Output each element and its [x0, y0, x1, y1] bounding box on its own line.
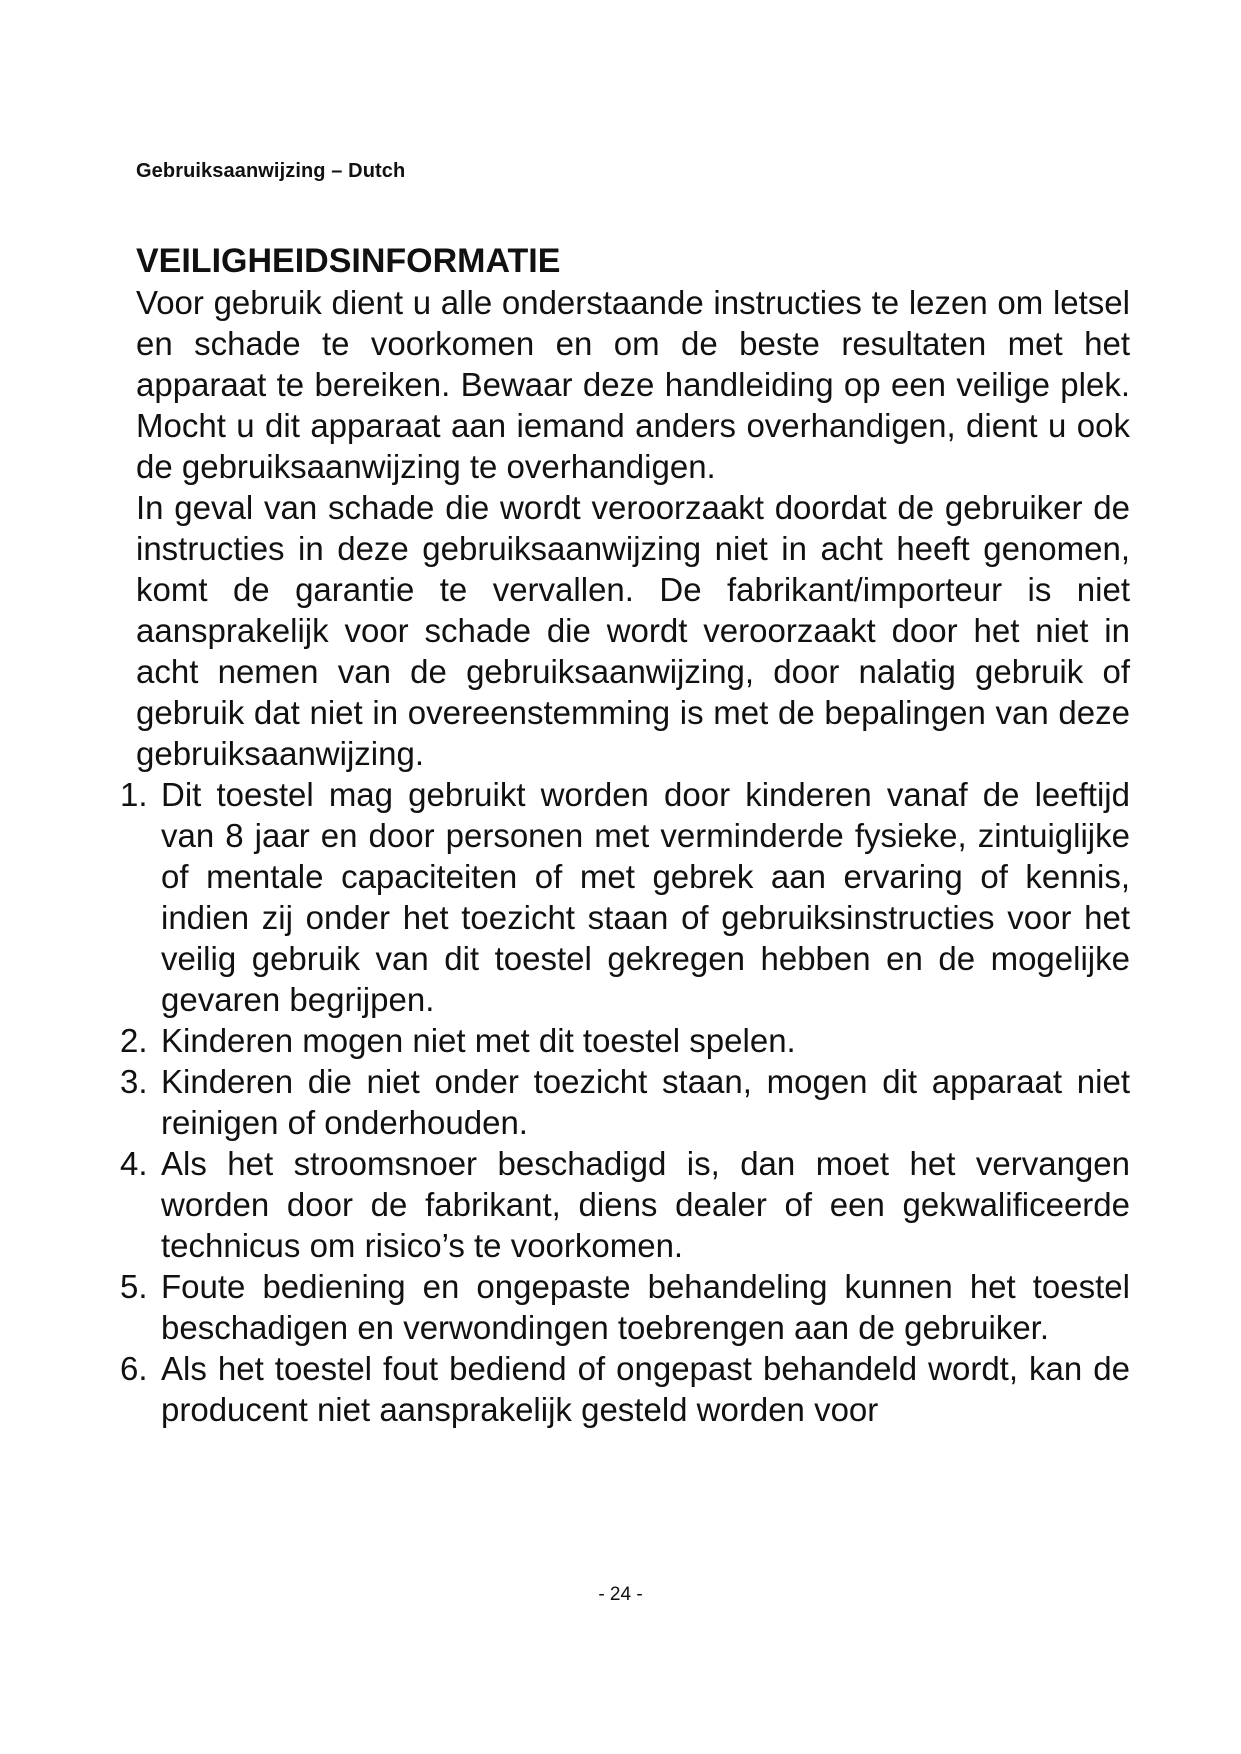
document-header-label: Gebruiksaanwijzing – Dutch: [136, 160, 406, 182]
list-item: [120, 1143, 1130, 1266]
list-item-number: 3.: [120, 1063, 148, 1100]
list-item-text: Kinderen die niet onder toezicht staan, mogen dit apparaat niet reinigen of onderhouden.: [161, 1063, 1130, 1141]
page-number: - 24 -: [598, 1584, 643, 1605]
safety-rules-list: [120, 774, 1130, 1430]
list-item-number: 4.: [120, 1145, 148, 1182]
list-item-text: Kinderen mogen niet met dit toestel spelen.: [161, 1022, 796, 1059]
intro-paragraph: Voor gebruik dient u alle onderstaande instructies te lezen om letsel en schade te voorkomen en om de beste resultaten met het apparaat te bereiken. Bewaar deze handleiding op een veilige plek. Mocht u dit apparaat aan iemand anders overhandigen, dient u ook de gebruiksaanwijzing te overhandigen.: [136, 284, 1130, 485]
list-item-text: Als het toestel fout bediend of ongepast behandeld wordt, kan de producent niet aansprakelijk gesteld worden voor: [161, 1350, 1130, 1428]
list-item: [120, 1020, 1130, 1061]
list-item-number: 2.: [120, 1022, 148, 1059]
list-item: [120, 1061, 1130, 1143]
list-item-number: 6.: [120, 1350, 148, 1387]
list-item: [120, 1348, 1130, 1430]
list-item: [120, 774, 1130, 1020]
list-item-number: 5.: [120, 1268, 148, 1305]
warranty-paragraph: In geval van schade die wordt veroorzaakt doordat de gebruiker de instructies in deze gebruiksaanwijzing niet in acht heeft genomen, komt de garantie te vervallen. De fabrikant/importeur is niet aansprakelijk voor schade die wordt veroorzaakt door het niet in acht nemen van de gebruiksaanwijzing, door nalatig gebruik of gebruik dat niet in overeenstemming is met de bepalingen van deze gebruiksaanwijzing.: [136, 489, 1130, 772]
list-item-number: 1.: [120, 776, 148, 813]
section-title: VEILIGHEIDSINFORMATIE: [136, 242, 561, 280]
list-item-text: Dit toestel mag gebruikt worden door kinderen vanaf de leeftijd van 8 jaar en door personen met verminderde fysieke, zintuiglijke of mentale capaciteiten of met gebrek aan ervaring of kennis, indien zij onder het toezicht staan of gebruiksinstructies voor het veilig gebruik van dit toestel gekregen hebben en de mogelijke gevaren begrijpen.: [161, 776, 1130, 1018]
list-item-text: Als het stroomsnoer beschadigd is, dan moet het vervangen worden door de fabrikant, diens dealer of een gekwalificeerde technicus om risico’s te voorkomen.: [161, 1145, 1130, 1264]
list-item: [120, 1266, 1130, 1348]
safety-section: [120, 240, 1130, 1430]
list-item-text: Foute bediening en ongepaste behandeling kunnen het toestel beschadigen en verwondingen toebrengen aan de gebruiker.: [161, 1268, 1130, 1346]
